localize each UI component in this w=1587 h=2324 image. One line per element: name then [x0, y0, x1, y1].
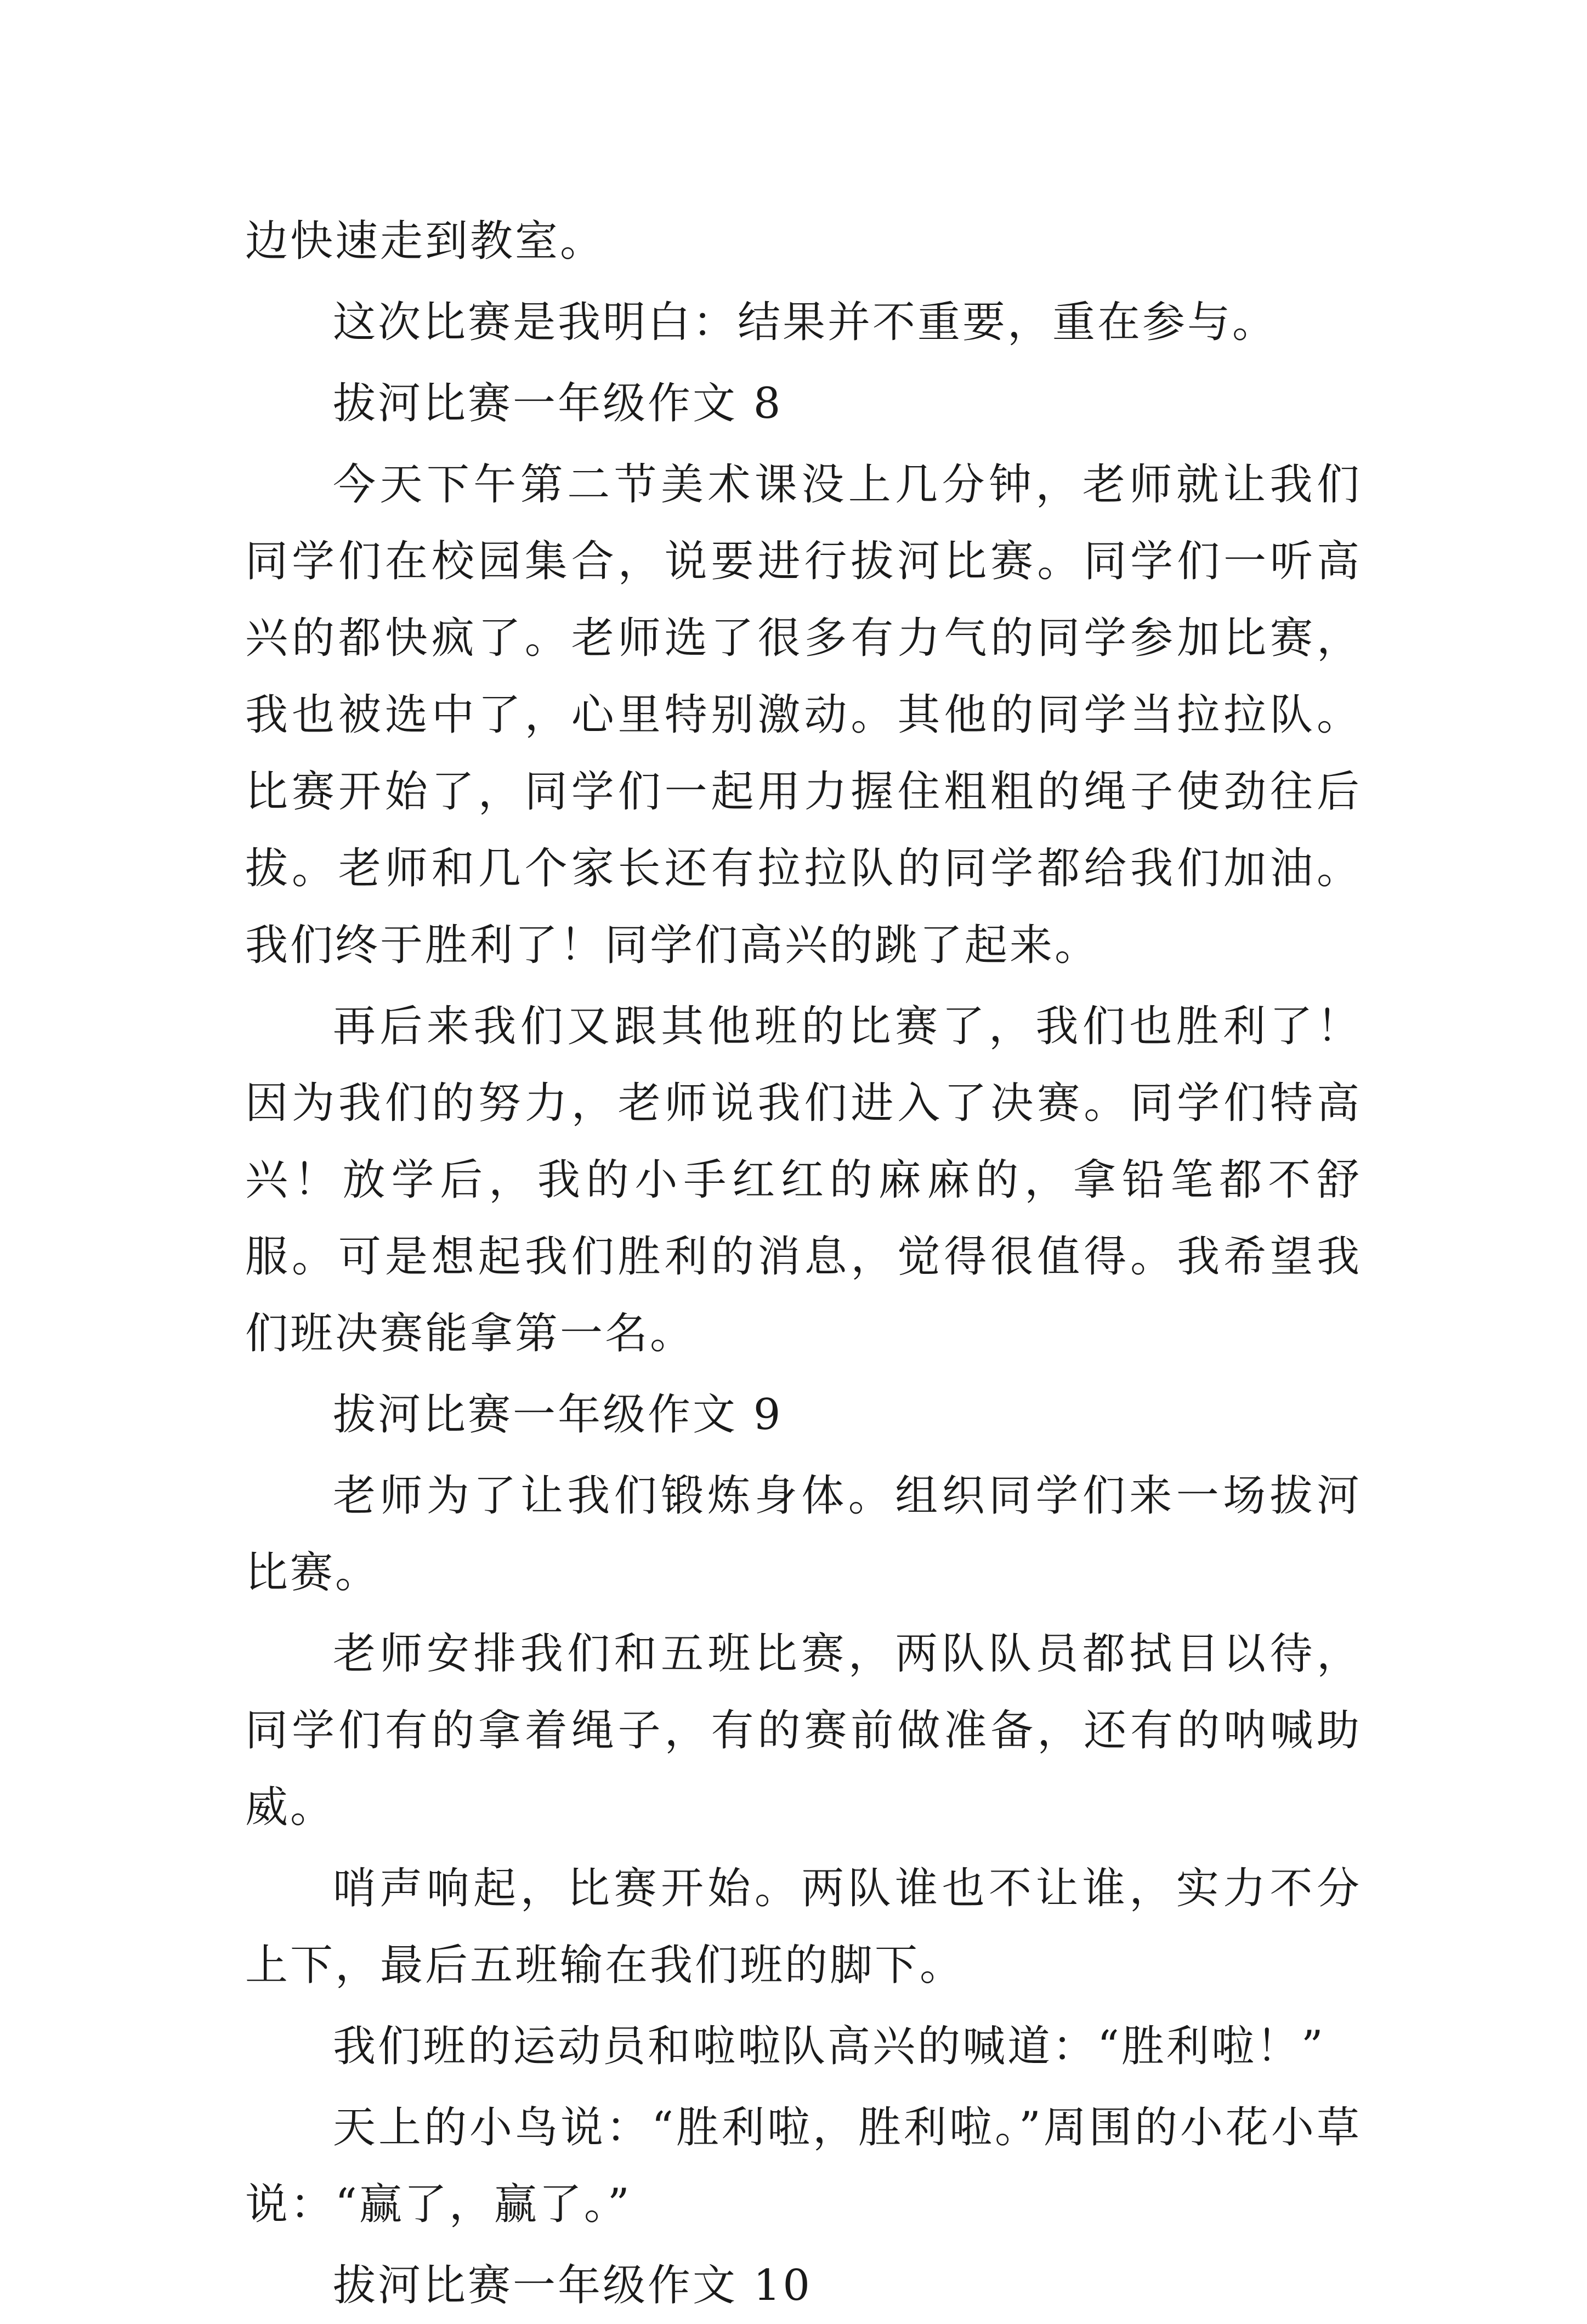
paragraph: 老师为了让我们锻炼身体。组织同学们来一场拔河比赛。 — [245, 1471, 1362, 1597]
document-body — [245, 203, 1362, 2324]
paragraph: 老师安排我们和五班比赛，两队队员都拭目以待，同学们有的拿着绳子，有的赛前做准备，还有的呐喊助威。 — [245, 1629, 1362, 1832]
paragraph: 边快速走到教室。 — [245, 217, 605, 266]
section-heading: 拔河比赛一年级作文 8 — [333, 379, 783, 428]
paragraph: 这次比赛是我明白：结果并不重要，重在参与。 — [333, 298, 1278, 347]
section-heading: 拔河比赛一年级作文 10 — [333, 2261, 813, 2310]
paragraph: 再后来我们又跟其他班的比赛了，我们也胜利了！因为我们的努力，老师说我们进入了决赛。同学们特高兴！放学后，我的小手红红的麻麻的，拿铅笔都不舒服。可是想起我们胜利的消息，觉得很值得。我希望我们班决赛能拿第一名。 — [245, 1002, 1362, 1358]
section-heading: 拔河比赛一年级作文 9 — [333, 1390, 783, 1439]
paragraph: 今天下午第二节美术课没上几分钟，老师就让我们同学们在校园集合，说要进行拔河比赛。同学们一听高兴的都快疯了。老师选了很多有力气的同学参加比赛，我也被选中了，心里特别激动。其他的同学当拉拉队。比赛开始了，同学们一起用力握住粗粗的绳子使劲往后拔。老师和几个家长还有拉拉队的同学都给我们加油。我们终于胜利了！同学们高兴的跳了起来。 — [245, 460, 1362, 970]
paragraph: 我们班的运动员和啦啦队高兴的喊道：“胜利啦！” — [333, 2022, 1325, 2071]
paragraph: 哨声响起，比赛开始。两队谁也不让谁，实力不分上下，最后五班输在我们班的脚下。 — [245, 1864, 1362, 1990]
paragraph: 天上的小鸟说：“胜利啦，胜利啦。”周围的小花小草说：“赢了，赢了。” — [245, 2103, 1362, 2229]
